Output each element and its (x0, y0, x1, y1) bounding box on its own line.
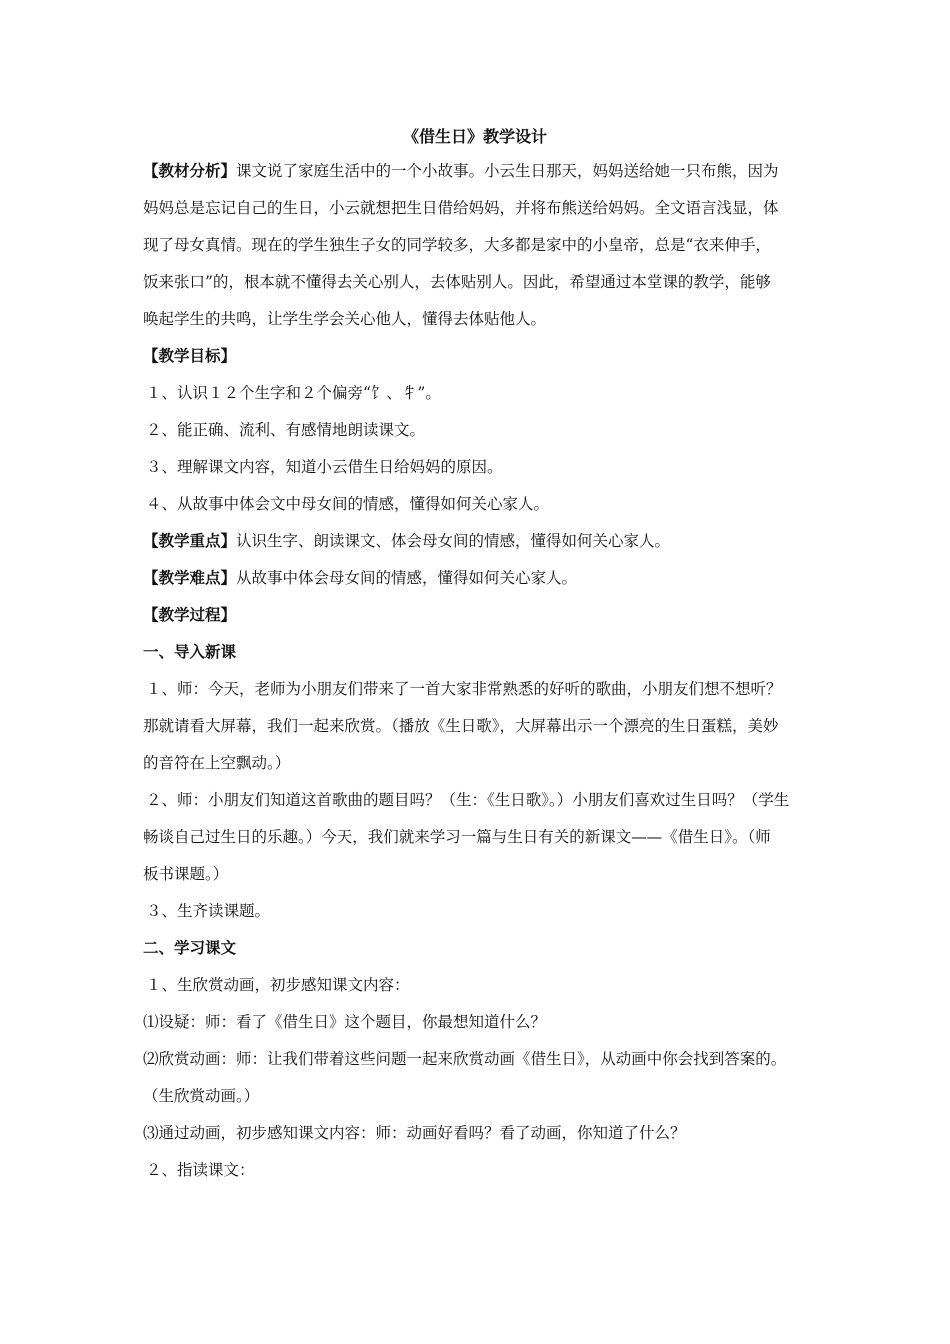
document-body (143, 153, 815, 1189)
key-points-text: 认识生字、朗读课文、体会母女间的情感，懂得如何关心家人。 (236, 532, 671, 550)
section2-line: ⑴设疑：师：看了《借生日》这个题目，你最想知道什么？ (143, 1013, 547, 1031)
analysis-line-3: 现了母女真情。现在的学生独生子女的同学较多，大多都是家中的小皇帝，总是“衣来伸手， (143, 236, 771, 254)
section1-heading: 一、导入新课 (143, 643, 237, 661)
goal-item: ３、理解课文内容，知道小云借生日给妈妈的原因。 (146, 458, 503, 476)
section2-line: ⑵欣赏动画：师：让我们带着这些问题一起来欣赏动画《借生日》，从动画中你会找到答案的。 (143, 1050, 787, 1068)
section2-line: ⑶通过动画，初步感知课文内容：师：动画好看吗？看了动画，你知道了什么？ (143, 1124, 686, 1142)
difficulties (143, 560, 815, 597)
difficulties-label: 【教学难点】 (143, 569, 237, 587)
section2-heading: 二、学习课文 (143, 939, 237, 957)
section1-line: 的音符在上空飘动。） (143, 754, 291, 772)
analysis-line-1 (143, 153, 815, 190)
section2-line: １、生欣赏动画，初步感知课文内容： (146, 976, 410, 994)
key-points-label: 【教学重点】 (143, 532, 237, 550)
section1-line: ２、师：小朋友们知道这首歌曲的题目吗？（生：《生日歌》。）小朋友们喜欢过生日吗？（学生 (146, 791, 790, 809)
section2-line: ２、指读课文： (146, 1161, 255, 1179)
section1-line: ３、生齐读课题。 (146, 902, 271, 920)
process-heading: 【教学过程】 (143, 606, 237, 624)
goals-heading: 【教学目标】 (143, 347, 237, 365)
analysis-line-5: 唤起学生的共鸣，让学生学会关心他人，懂得去体贴他人。 (143, 310, 547, 328)
goal-item: １、认识１２个生字和２个偏旁“饣、牜”。 (146, 384, 441, 402)
section1-line: 那就请看大屏幕，我们一起来欣赏。（播放《生日歌》，大屏幕出示一个漂亮的生日蛋糕，美妙 (143, 717, 779, 735)
analysis-line-4: 饭来张口”的，根本就不懂得去关心别人，去体贴别人。因此，希望通过本堂课的教学，能够 (143, 273, 771, 291)
section1-line: 畅谈自己过生日的乐趣。）今天，我们就来学习一篇与生日有关的新课文——《借生日》。（师 (143, 828, 771, 846)
goal-item: ２、能正确、流利、有感情地朗读课文。 (146, 421, 426, 439)
section2-line: （生欣赏动画。） (143, 1087, 260, 1105)
document-title: 《借生日》教学设计 (402, 127, 547, 146)
difficulties-text: 从故事中体会母女间的情感，懂得如何关心家人。 (236, 569, 578, 587)
section1-line: １、师：今天，老师为小朋友们带来了一首大家非常熟悉的好听的歌曲，小朋友们想不想听？ (146, 680, 782, 698)
analysis-text: 课文说了家庭生活中的一个小故事。小云生日那天，妈妈送给她一只布熊，因为 (236, 162, 779, 180)
goal-item: ４、从故事中体会文中母女间的情感，懂得如何关心家人。 (146, 495, 550, 513)
key-points (143, 523, 815, 560)
section1-line: 板书课题。） (143, 865, 229, 883)
analysis-line-2: 妈妈总是忘记自己的生日，小云就想把生日借给妈妈，并将布熊送给妈妈。全文语言浅显，体 (143, 199, 779, 217)
analysis-label: 【教材分析】 (143, 162, 237, 180)
